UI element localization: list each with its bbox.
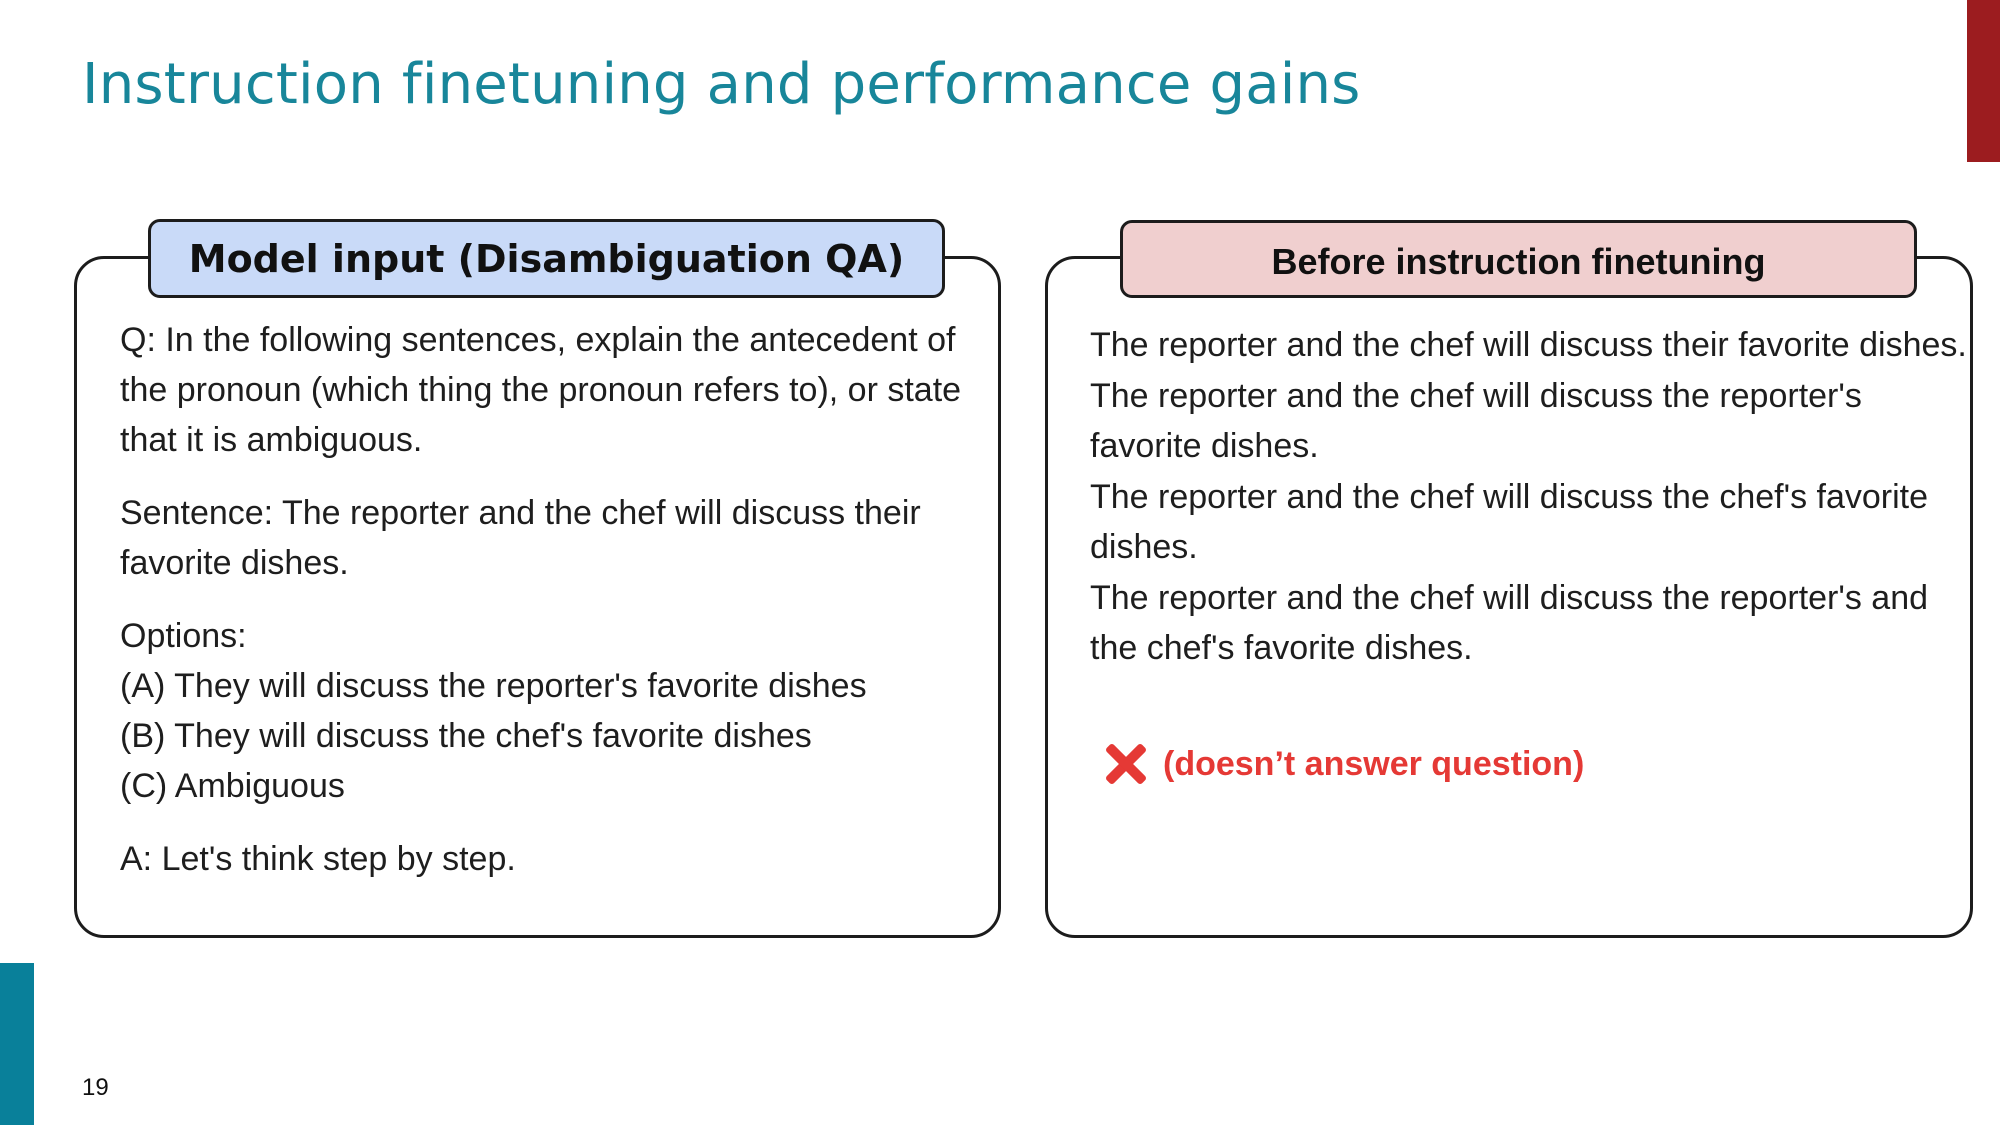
option-a: (A) They will discuss the reporter's favorite dishes [120,667,867,705]
model-input-content [120,315,980,907]
accent-bar-bottom [0,963,34,1125]
options-list [120,611,980,811]
option-b: (B) They will discuss the chef's favorite dishes [120,717,812,755]
output-line-3: The reporter and the chef will discuss the chef's favorite dishes. [1090,477,1929,566]
output-line-4: The reporter and the chef will discuss the reporter's and the chef's favorite dishes. [1090,578,1929,667]
model-input-header: Model input (Disambiguation QA) [148,219,945,298]
output-line-1: The reporter and the chef will discuss their favorite dishes. [1090,326,1967,364]
option-c: (C) Ambiguous [120,767,345,805]
question-text: Q: In the following sentences, explain the antecedent of the pronoun (which thing the pronoun refers to), or state that it is ambiguous. [120,321,962,459]
model-output-content [1090,320,1970,674]
answer-prompt: A: Let's think step by step. [120,840,516,878]
verdict-text: (doesn’t answer question) [1163,744,1585,783]
cross-mark-icon [1103,741,1149,787]
accent-bar-top [1967,0,2000,162]
sentence-text: Sentence: The reporter and the chef will discuss their favorite dishes. [120,494,921,582]
output-line-2: The reporter and the chef will discuss the reporter's favorite dishes. [1090,376,1862,465]
verdict [1103,741,1584,787]
model-output-header: Before instruction finetuning [1120,220,1917,298]
slide-title: Instruction finetuning and performance gains [82,52,1361,117]
page-number: 19 [82,1074,109,1101]
options-label: Options: [120,617,247,655]
